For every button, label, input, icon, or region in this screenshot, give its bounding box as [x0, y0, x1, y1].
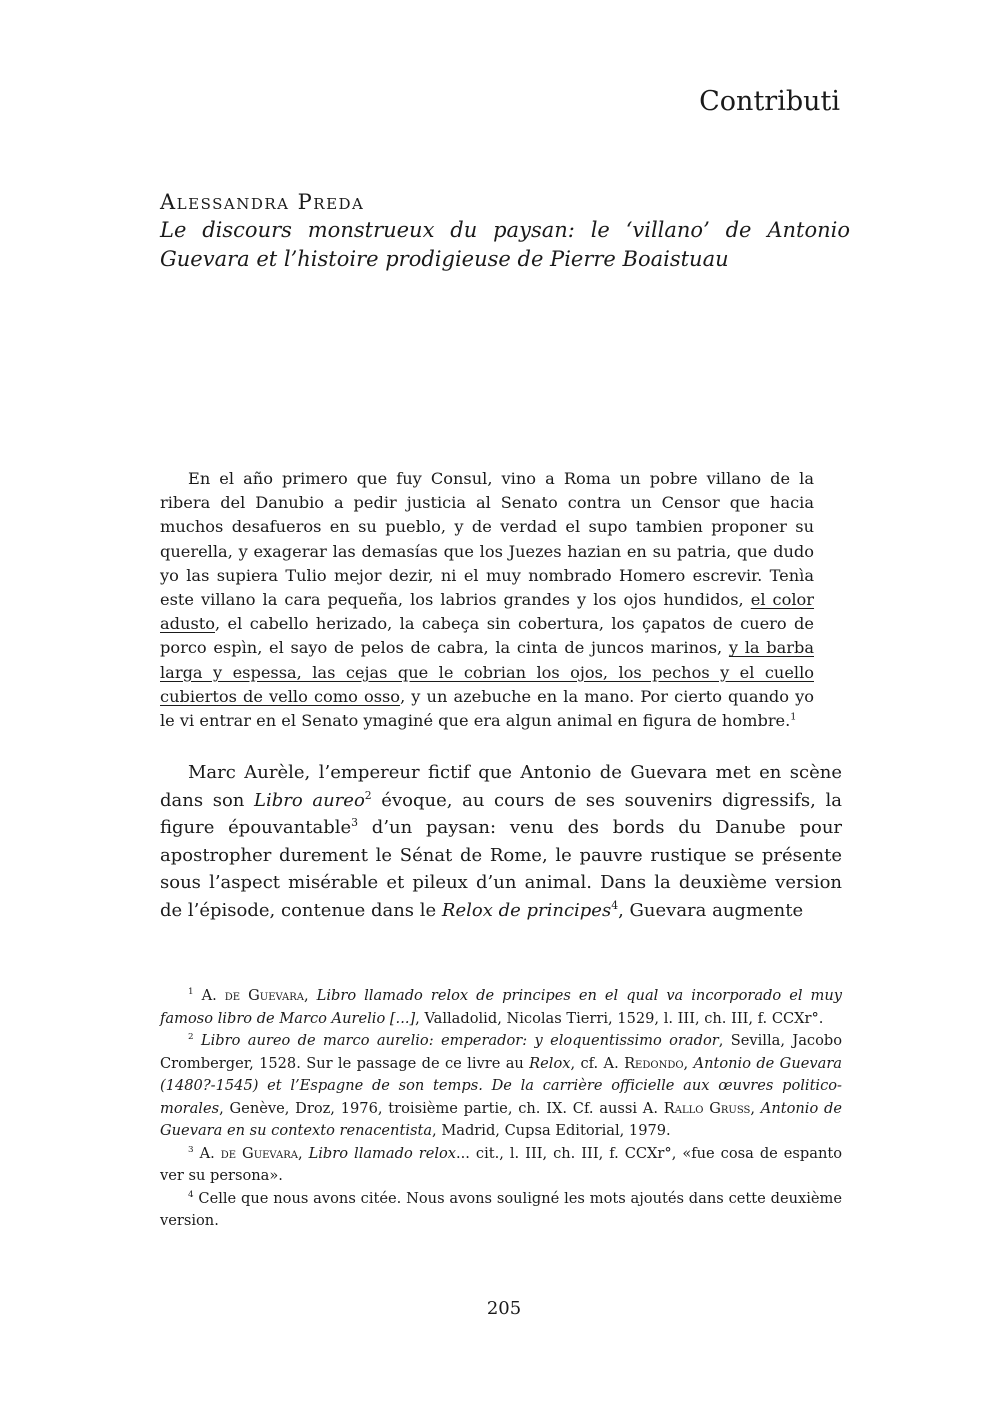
footnote-2	[160, 1030, 842, 1143]
footnotes	[160, 985, 842, 1233]
footnote-number: 1	[188, 987, 194, 998]
underlined-addition: y la barba larga y espessa, las cejas que le cobrian los ojos, los pechos y el cuello cubiertos de vello como osso	[160, 638, 814, 706]
footnote-author: A. Redondo	[603, 1054, 684, 1072]
footnote-text: ,	[683, 1054, 694, 1072]
footnote-title: Libro aureo de marco aurelio: emperador: y eloquentissimo orador	[200, 1032, 719, 1049]
footnote-text: , Genève, Droz, 1976, troisième partie, ch. IX. Cf. aussi	[219, 1099, 643, 1117]
footnote-author: A. Rallo Gruss	[642, 1099, 751, 1117]
quote-text: En el año primero que fuy Consul, vino a Roma un pobre villano de la ribera del Danubio a pedir justicia al Senato contra un Censor que hacia muchos desafueros en su pueblo, y de verdad el supo tambien proponer su querella, y exagerar las demasías que los Juezes hazian en su patria, que dudo yo las supiera Tulio mejor dezir, ni el muy nombrado Homero escrevir. Tenìa este villano la cara pequeña, los labrios grandes y los ojos hundidos,	[160, 469, 814, 610]
quote-text: , el cabello herizado, la cabeça sin cobertura, los çapatos de cuero de porco espìn, el sayo de pelos de cabra, la cinta de juncos marinos,	[160, 614, 814, 658]
footnote-ref[interactable]: 4	[611, 898, 619, 912]
footnote-title: Antonio de Guevara en su contexto renacentista	[160, 1099, 842, 1139]
page-number: 205	[486, 1298, 522, 1319]
footnote-1: $^1$ A. de Guevara, Libro llamado relox de principes en el qual va incorporado el muy famoso libro de Marco Aurelio [...], Valladolid, Nicolas Tierri, 1529, l. III, ch. III, f. CCXr°.	[160, 987, 843, 1027]
running-head-section: Contributi	[699, 86, 840, 117]
footnote-title: Libro llamado relox de principes en el qual va incorporado el muy famoso libro de Marco Aurelio [...]	[160, 987, 843, 1027]
footnote-ref[interactable]: 3	[351, 816, 359, 829]
footnote-3: $^3$ A. de Guevara, Libro llamado relox... cit., l. III, ch. III, f. CCXr°, «fue cosa de espanto ver su persona».	[160, 1144, 842, 1184]
body-text-run: évoque, au cours de ses souvenirs digressifs, la figure épouvantable	[160, 789, 842, 838]
footnote-author: A. de Guevara	[199, 1144, 298, 1162]
block-quotation	[160, 467, 814, 733]
article-title: Le discours monstrueux du paysan: le ‘villano’ de Antonio Guevara et l’histoire prodigieuse de Pierre Boaistuau	[160, 218, 850, 271]
footnote-author: A. de Guevara	[201, 987, 305, 1004]
footnote-ref[interactable]: 1	[790, 711, 797, 723]
footnote-text: ,	[750, 1099, 761, 1117]
body-text-run: d’un paysan: venu des bords du Danube pour apostropher durement le Sénat de Rome, le pauvre rustique se présente sous l’aspect misérable et pileux d’un animal. Dans la deuxième version de l’épisode, contenue dans le	[160, 817, 843, 921]
footnote-title: Relox	[529, 1054, 571, 1072]
footnote-text: Celle que nous avons citée. Nous avons souligné les mots ajoutés dans cette deuxième version.	[160, 1189, 842, 1229]
italic-title: Relox de principes	[441, 899, 612, 921]
footnote-text: , Madrid, Cupsa Editorial, 1979.	[432, 1122, 671, 1139]
article-author: Alessandra Preda	[160, 190, 365, 214]
footnote-number: 2	[188, 1032, 194, 1043]
footnote-title: Antonio de Guevara (1480?-1545) et l’Espagne de son temps. De la carrière officielle aux œuvres politico-morales	[160, 1054, 842, 1117]
body-text-run: Marc Aurèle, l’empereur fictif que Antonio de Guevara met en scène dans son	[160, 762, 842, 811]
footnote-title: Libro llamado relox	[308, 1144, 457, 1162]
quotation-paragraph	[160, 467, 814, 733]
body-text	[160, 759, 842, 924]
footnote-text: ... cit., l. III, ch. III, f. CCXr°, «fue cosa de espanto ver su persona».	[160, 1144, 842, 1184]
footnote-ref[interactable]: 2	[364, 788, 372, 802]
footnote-number: 3	[188, 1144, 194, 1155]
quote-text: , y un azebuche en la mano. Por cierto quando yo le vi entrar en el Senato ymaginé que era algun animal en figura de hombre.	[160, 686, 814, 731]
footnote-text: , cf.	[570, 1054, 604, 1072]
body-paragraph	[160, 759, 842, 924]
footnote-number: 4	[188, 1189, 194, 1200]
underlined-addition: el color adusto	[160, 590, 815, 634]
body-text-run: , Guevara augmente	[618, 899, 804, 921]
footnote-4	[160, 1188, 842, 1233]
footnote-text: , Sevilla, Jacobo Cromberger, 1528. Sur le passage de ce livre au	[160, 1032, 842, 1072]
footnote-text: , Valladolid, Nicolas Tierri, 1529, l. III, ch. III, f. CCXr°.	[415, 1009, 824, 1027]
italic-title: Libro aureo	[254, 789, 365, 811]
